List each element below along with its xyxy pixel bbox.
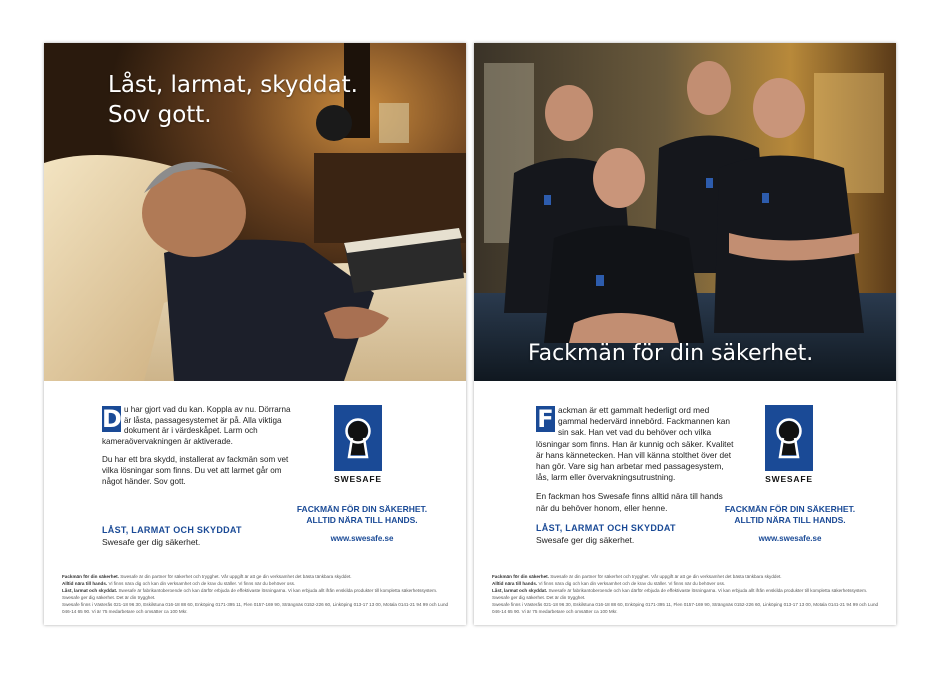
fine-3: Swesafe är fabrikantoberoende och kan därför erbjuda de effektivaste lösningarna. Vi kan erbjuda allt ifrån enskilda produkter till kompletta säkerhetssystem. Swesafe ger dig säkerhet. Det är din trygghet. bbox=[492, 588, 868, 600]
fine-1-bold: Fackmän för din säkerhet. bbox=[62, 574, 119, 579]
ad-page-right bbox=[474, 43, 896, 625]
photo-four-technicians bbox=[474, 43, 896, 381]
fine-2: Vi finns nära dig och kan din verksamhet och de krav du ställer. Vi finns när du behöver oss. bbox=[538, 581, 726, 586]
website-link[interactable]: www.swesafe.se bbox=[758, 534, 822, 543]
slogan-line-1: FACKMÄN FÖR DIN SÄKERHET. bbox=[296, 504, 428, 514]
fine-1: Swesafe är din partner för säkerhet och trygghet. Vår uppgift är att ge din verksamhet det bästa tänkbara skyddet. bbox=[550, 574, 782, 579]
headline-line-2: Sov gott. bbox=[108, 102, 212, 128]
fine-print bbox=[62, 573, 452, 615]
slogan bbox=[720, 504, 860, 525]
tagline-sub: Swesafe ger dig säkerhet. bbox=[102, 537, 201, 547]
website-link[interactable]: www.swesafe.se bbox=[330, 534, 394, 543]
tagline-block bbox=[536, 523, 676, 545]
fine-2-bold: Alltid nära till hands. bbox=[492, 581, 538, 586]
fine-2-bold: Alltid nära till hands. bbox=[62, 581, 108, 586]
logo-text: SWESAFE bbox=[334, 474, 382, 484]
fine-1: Swesafe är din partner för säkerhet och trygghet. Vår uppgift är att ge din verksamhet det bästa tänkbara skyddet. bbox=[120, 574, 352, 579]
swesafe-logo bbox=[334, 405, 382, 484]
keyhole-icon bbox=[334, 405, 382, 471]
fine-3-bold: Låst, larmat och skyddat. bbox=[492, 588, 548, 593]
headline: Fackmän för din säkerhet. bbox=[528, 341, 814, 366]
headline-line-1: Låst, larmat, skyddat. bbox=[108, 72, 358, 98]
tagline: LÅST, LARMAT OCH SKYDDAT bbox=[102, 525, 242, 535]
slogan-line-2: ALLTID NÄRA TILL HANDS. bbox=[734, 514, 846, 525]
tagline-sub: Swesafe ger dig säkerhet. bbox=[536, 535, 635, 545]
body-paragraph-2: En fackman hos Swesafe finns alltid nära till hands när du behöver honom, eller henne. bbox=[536, 491, 723, 513]
tagline-block bbox=[102, 525, 242, 547]
body-paragraph-2: Du har ett bra skydd, installerat av fackmän som vet vilka lösningar som finns. Du vet att larmet går om något händer. Sov gott. bbox=[102, 455, 289, 486]
fine-3-bold: Låst, larmat och skyddat. bbox=[62, 588, 118, 593]
body-paragraph-1: u har gjort vad du kan. Koppla av nu. Dörrarna är låsta, passagesystemet är på. Alla viktiga dokument är i värdeskåpet. Larm och kameraövervakningen är aktiverade. bbox=[102, 405, 291, 446]
drop-cap: D bbox=[102, 405, 122, 433]
fine-2: Vi finns nära dig och kan din verksamhet och de krav du ställer. Vi finns när du behöver oss. bbox=[108, 581, 296, 586]
swesafe-logo bbox=[765, 405, 813, 484]
slogan-line-2: ALLTID NÄRA TILL HANDS. bbox=[306, 514, 418, 525]
fine-3: Swesafe är fabrikantoberoende och kan därför erbjuda de effektivaste lösningarna. Vi kan erbjuda allt ifrån enskilda produkter till kompletta säkerhetssystem. Swesafe ger dig säkerhet. Det är din trygghet. bbox=[62, 588, 438, 600]
drop-cap: F bbox=[537, 405, 554, 433]
headline bbox=[108, 70, 408, 130]
body-copy bbox=[102, 405, 292, 495]
tagline: LÅST, LARMAT OCH SKYDDAT bbox=[536, 523, 676, 533]
slogan-line-1: FACKMÄN FÖR DIN SÄKERHET. bbox=[724, 504, 856, 514]
fine-1-bold: Fackmän för din säkerhet. bbox=[492, 574, 549, 579]
body-paragraph-1: ackman är ett gammalt hederligt ord med gammal hedervärd innebörd. Fackmannen kan sin sak. Han vet vad du behöver och vilka lösningar som finns. Han är kunnig och säker. Kvalitet är hans kännetecken. Han vill känna stolthet över det han gör. Vare sig han arbetar med passagesystem, lås, larm eller övervakningsutrustning. bbox=[536, 405, 734, 483]
fine-4: Swesafe finns i Västerås 021-18 96 30, Eskilstuna 016-18 88 60, Enköping 0171-395 11, Flen 0157-169 90, Strängnäs 0152-226 60, Linköping 013-17 13 00, Motala 0141-21 94 99 och Lund 046-14 65 90. Vi är 75 medarbetare och omsätter ca 100 Mkr. bbox=[62, 602, 449, 614]
fine-print bbox=[492, 573, 882, 615]
logo-text: SWESAFE bbox=[765, 474, 813, 484]
keyhole-icon bbox=[765, 405, 813, 471]
fine-4: Swesafe finns i Västerås 021-18 96 30, Eskilstuna 016-18 88 60, Enköping 0171-395 11, Flen 0157-169 90, Strängnäs 0152-226 60, Linköping 013-17 13 00, Motala 0141-21 94 99 och Lund 046-14 65 90. Vi är 75 medarbetare och omsätter ca 100 Mkr. bbox=[492, 602, 879, 614]
ad-page-left bbox=[44, 43, 466, 625]
body-copy bbox=[536, 405, 736, 522]
slogan bbox=[292, 504, 432, 525]
